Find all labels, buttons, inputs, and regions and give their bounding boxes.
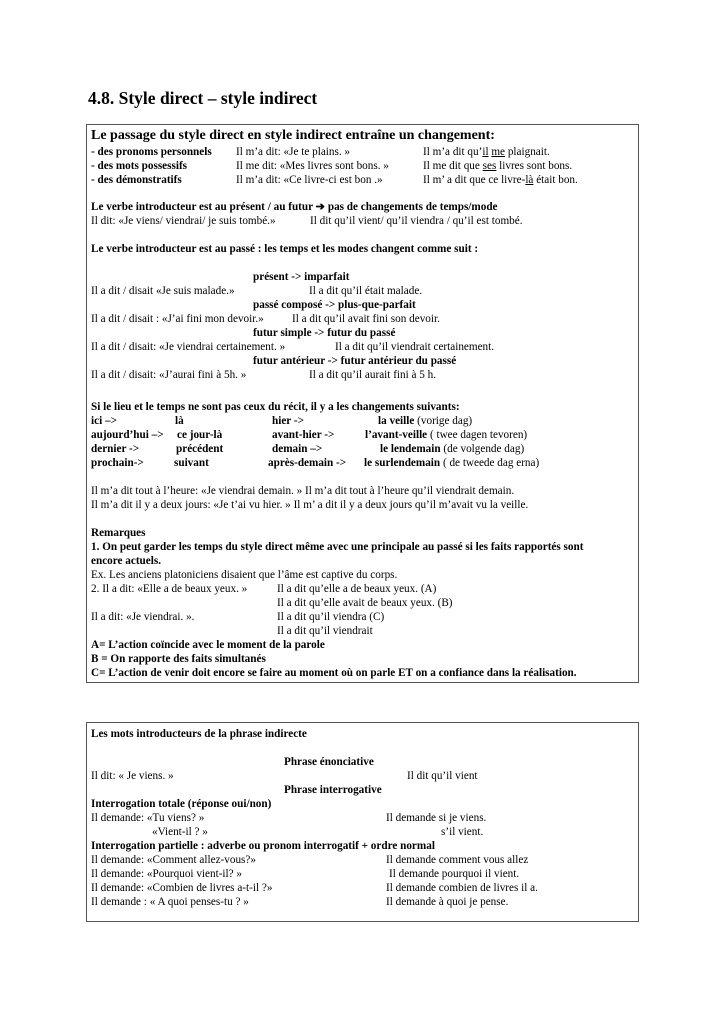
example-line-1: Il m’a dit il y a deux jours: «Je t’ai vu hier. » Il m’ a dit il y a deux jours qu’il m’avait vu la veille. <box>91 499 529 511</box>
tense-direct-futur-anterieur: Il a dit / disait: «J’aurai fini à 5h. » <box>91 369 247 381</box>
change-label-pronouns: - des pronoms personnels <box>91 146 212 158</box>
remark3-indirect-d: Il a dit qu’il viendrait <box>277 625 373 637</box>
tense-rule-passe-compose: passé composé -> plus-que-parfait <box>253 299 416 311</box>
partielle-direct-1: Il demande: «Pourquoi vient-il? » <box>91 868 242 880</box>
change-direct-possessives: Il me dit: «Mes livres sont bons. » <box>236 160 389 172</box>
place-row-0-a: ici –> <box>91 415 117 427</box>
totale-indirect-1: s’il vient. <box>441 826 484 838</box>
tense-indirect-passe-compose: Il a dit qu’il avait fini son devoir. <box>292 313 440 325</box>
place-row-0-c: hier -> <box>272 415 304 427</box>
place-row-3-a: prochain-> <box>91 457 144 469</box>
change-label-demonstratives: - des démonstratifs <box>91 174 182 186</box>
place-row-0-b: là <box>175 415 184 427</box>
place-row-2-d: le lendemain (de volgende dag) <box>380 443 525 455</box>
place-row-3-d: le surlendemain ( de tweede dag erna) <box>364 457 540 469</box>
partielle-indirect-2: Il demande combien de livres il a. <box>386 882 538 894</box>
remark1-line2: encore actuels. <box>91 555 162 567</box>
tense-indirect-futur-simple: Il a dit qu’il viendrait certainement. <box>335 341 495 353</box>
enonciative-direct: Il dit: « Je viens. » <box>91 770 174 782</box>
future-example-indirect: Il dit qu’il vient/ qu’il viendra / qu’il est tombé. <box>310 215 523 227</box>
remark3-indirect-c: Il a dit qu’il viendra (C) <box>277 611 385 623</box>
page-title: 4.8. Style direct – style indirect <box>88 88 318 108</box>
tense-rule-futur-simple: futur simple -> futur du passé <box>253 327 396 339</box>
tense-direct-passe-compose: Il a dit / disait : «J’ai fini mon devoir.» <box>91 313 264 325</box>
tense-rule-present: présent -> imparfait <box>253 271 350 283</box>
future-example-direct: Il dit: «Je viens/ viendrai/ je suis tombé.» <box>91 215 276 227</box>
enonciative-heading: Phrase énonciative <box>284 756 374 768</box>
partielle-indirect-3: Il demande à quoi je pense. <box>386 896 509 908</box>
place-row-1-d: l’avant-veille ( twee dagen tevoren) <box>365 429 528 441</box>
legend-b: B = On rapporte des faits simultanés <box>91 653 266 665</box>
change-label-possessives: - des mots possessifs <box>91 160 188 172</box>
partielle-direct-0: Il demande: «Comment allez-vous?» <box>91 854 256 866</box>
change-direct-demonstratives: Il m’a dit: «Ce livre-ci est bon .» <box>236 174 383 186</box>
change-indirect-demonstratives: Il m’ a dit que ce livre-là était bon. <box>423 174 578 186</box>
remark2-indirect-a: Il a dit qu’elle a de beaux yeux. (A) <box>277 583 437 595</box>
place-row-1-b: ce jour-là <box>177 429 223 441</box>
remark2-direct: 2. Il a dit: «Elle a de beaux yeux. » <box>91 583 248 595</box>
remark2-indirect-b: Il a dit qu’elle avait de beaux yeux. (B) <box>277 597 453 609</box>
place-row-3-b: suivant <box>174 457 209 469</box>
box2-title: Les mots introducteurs de la phrase indirecte <box>91 728 307 740</box>
place-row-2-a: dernier -> <box>91 443 140 455</box>
partielle-heading: Interrogation partielle : adverbe ou pronom interrogatif + ordre normal <box>91 840 435 852</box>
place-row-3-c: après-demain -> <box>268 457 347 469</box>
past-rule: Le verbe introducteur est au passé : les temps et les modes changent comme suit : <box>91 243 479 255</box>
change-direct-pronouns: Il m’a dit: «Je te plains. » <box>236 146 351 158</box>
remark3-direct: Il a dit: «Je viendrai. ». <box>91 611 195 623</box>
remarks-title: Remarques <box>91 527 146 539</box>
place-row-2-b: précédent <box>176 443 224 455</box>
legend-c: C= L’action de venir doit encore se faire au moment où on parle ET on a confiance dans la réalisation. <box>91 667 577 679</box>
change-indirect-pronouns: Il m’a dit qu’il me plaignait. <box>423 146 550 158</box>
place-row-2-c: demain –> <box>272 443 323 455</box>
remark-example: Ex. Les anciens platoniciens disaient que l’âme est captive du corps. <box>91 569 398 581</box>
tense-indirect-present: Il a dit qu’il était malade. <box>309 285 423 297</box>
partielle-direct-2: Il demande: «Combien de livres a-t-il ?» <box>91 882 273 894</box>
future-rule: Le verbe introducteur est au présent / au futur ➔ pas de changements de temps/mode <box>91 201 498 213</box>
example-line-0: Il m’a dit tout à l’heure: «Je viendrai demain. » Il m’a dit tout à l’heure qu’il viendrait demain. <box>91 485 515 497</box>
partielle-direct-3: Il demande : « A quoi penses-tu ? » <box>91 896 249 908</box>
enonciative-indirect: Il dit qu’il vient <box>407 770 478 782</box>
totale-direct-0: Il demande: «Tu viens? » <box>91 812 205 824</box>
tense-indirect-futur-anterieur: Il a dit qu’il aurait fini à 5 h. <box>309 369 437 381</box>
place-row-1-c: avant-hier -> <box>272 429 335 441</box>
place-time-rule: Si le lieu et le temps ne sont pas ceux du récit, il y a les changements suivants: <box>91 401 460 413</box>
totale-heading: Interrogation totale (réponse oui/non) <box>91 798 272 810</box>
place-row-0-d: la veille (vorige dag) <box>378 415 473 427</box>
place-row-1-a: aujourd’hui –> <box>91 429 164 441</box>
partielle-indirect-1: Il demande pourquoi il vient. <box>389 868 520 880</box>
interrogative-heading: Phrase interrogative <box>284 784 382 796</box>
change-indirect-possessives: Il me dit que ses livres sont bons. <box>423 160 573 172</box>
totale-direct-1: «Vient-il ? » <box>152 826 208 838</box>
partielle-indirect-0: Il demande comment vous allez <box>386 854 529 866</box>
remark1-line1: 1. On peut garder les temps du style direct même avec une principale au passé si les faits rapportés sont <box>91 541 584 553</box>
tense-direct-futur-simple: Il a dit / disait: «Je viendrai certainement. » <box>91 341 286 353</box>
box1-heading: Le passage du style direct en style indirect entraîne un changement: <box>91 128 495 143</box>
tense-rule-futur-anterieur: futur antérieur -> futur antérieur du passé <box>253 355 457 367</box>
totale-indirect-0: Il demande si je viens. <box>386 812 487 824</box>
tense-direct-present: Il a dit / disait «Je suis malade.» <box>91 285 235 297</box>
legend-a: A= L’action coïncide avec le moment de la parole <box>91 639 325 651</box>
